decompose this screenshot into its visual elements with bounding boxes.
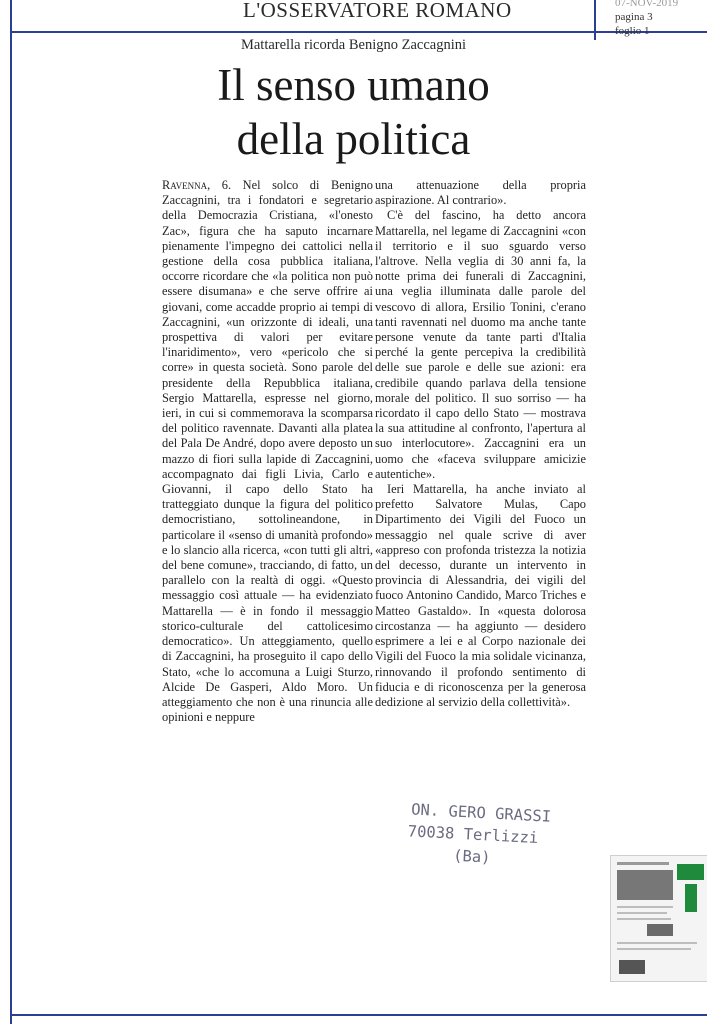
thumbnail-logo-stem [685, 884, 697, 912]
thumbnail-text-line [617, 942, 697, 944]
paragraph-text: Nel solco di Benigno Zaccagnini, tra i fondatori e segretario della Democrazia Cristiana, «l'onesto Zac», figura che ha saputo incarnare pienamente l'impegno dei cattolici nella gestione della cosa pubblica italiana, occorre ricordare che «la politica non può essere disumana» e che serve offrire ai giovani, come accadde proprio ai tempi di Zaccagnini, «un orizzonte di ideali, una prospettiva di valori per evitare l'inaridimento», vero «pericolo che si corre» in questa società. Sono parole del presidente della Repubblica italiana, Sergio Mattarella, espresse nel giorno, ieri, in cui si commemorava la scomparsa del politico ravennate. Davanti alla platea del Pala De André, dopo avere deposto un mazzo di fiori sulla lapide di Zaccagnini, accompagnato dai figli Livia, Carlo e Giovanni, il capo dello Stato ha tratteggiato dunque la figura del politico democristiano, sottolineandone, in particolare il «senso di umanità profondo» e lo slancio alla ricerca, «con tutti gli altri, del bene comune», tracciando, di fatto, un parallelo con la realtà di oggi. «Questo messaggio così attuale — ha evidenziato Mattarella — è in fondo il messaggio storico-culturale del cattolicesimo democratico». Un atteggiamento, quello di Zaccagnini, ha proseguito il capo dello Stato, «che lo accomuna a Luigi Sturzo, Alcide De Gasperi, Aldo Moro. Un atteggiamento che non è una rinuncia alle opinioni e neppure [162, 178, 374, 725]
thumbnail-photo [617, 870, 673, 900]
dateline: Ravenna, 6. [162, 178, 232, 192]
paragraph: C'è del fascino, ha detto ancora Mattarella, nel legame di Zaccagnini «con il territorio e il suo sguardo verso l'altrove. Nella veglia di 30 anni fa, la notte prima dei funerali di Zaccagnini, una veglia illuminata dalle parole del vescovo di allora, Ersilio Tonini, c'erano tanti ravennati nel duomo ma anche tante persone venute da tante parti d'Italia perché la gente percepiva la credibilità delle sue parole e delle sue azioni: era credibile quando parlava della tensione morale del politico. Il suo sorriso — ha ricordato il capo dello Stato — mostrava la sua attitudine al confronto, l'apertura al suo interlocutore». Zaccagnini era un uomo che «faceva sviluppare amicizie autentiche». [375, 208, 586, 481]
ink-stamp-address: 70038 Terlizzi (Ba) [407, 822, 539, 867]
newspaper-masthead: L'OSSERVATORE ROMANO [243, 0, 512, 22]
header-rule [10, 31, 707, 33]
article-headline [0, 58, 707, 166]
thumbnail-logo-top [677, 864, 704, 880]
stamp-border-left [594, 0, 596, 40]
thumbnail-text-line [617, 918, 671, 920]
headline-line-1: Il senso umano [217, 60, 490, 110]
thumbnail-title-bar [617, 862, 669, 865]
stamp-date: 07-NOV-2019 [615, 0, 679, 9]
article-kicker: Mattarella ricorda Benigno Zaccagnini [240, 37, 467, 53]
thumbnail-text-line [617, 912, 667, 914]
thumbnail-photo-small [647, 924, 673, 936]
thumbnail-photo-bottom [619, 960, 645, 974]
article-column-2 [375, 178, 586, 710]
ink-stamp [398, 798, 561, 872]
page-thumbnail [610, 855, 707, 982]
headline-line-2: della politica [236, 114, 471, 164]
ink-stamp-name: ON. GERO GRASSI [410, 800, 552, 826]
article-column-1 [162, 178, 373, 725]
thumbnail-text-line [617, 948, 691, 950]
clipping-stamp [615, 0, 678, 38]
stamp-page: pagina 3 [615, 11, 653, 23]
footer-rule [10, 1014, 707, 1016]
stamp-sheet: foglio 1 [615, 25, 650, 37]
paragraph [162, 178, 373, 725]
paragraph: Ieri Mattarella, ha anche inviato al prefetto Salvatore Mulas, Capo Dipartimento dei Vigili del Fuoco un messaggio nel quale scrive di aver «appreso con profonda tristezza la notizia del decesso, durante un intervento in provincia di Alessandria, dei vigili del fuoco Antonino Candido, Marco Triches e Matteo Gastaldo». In «questa dolorosa circostanza — ha aggiunto — desidero esprimere a lei e al Corpo nazionale dei Vigili del Fuoco la mia solidale vicinanza, rinnovando il profondo sentimento di fiducia e di riconoscenza per la generosa dedizione al servizio della collettività». [375, 482, 586, 709]
thumbnail-text-line [617, 906, 673, 908]
paragraph: una attenuazione della propria aspirazione. Al contrario». [375, 178, 586, 208]
